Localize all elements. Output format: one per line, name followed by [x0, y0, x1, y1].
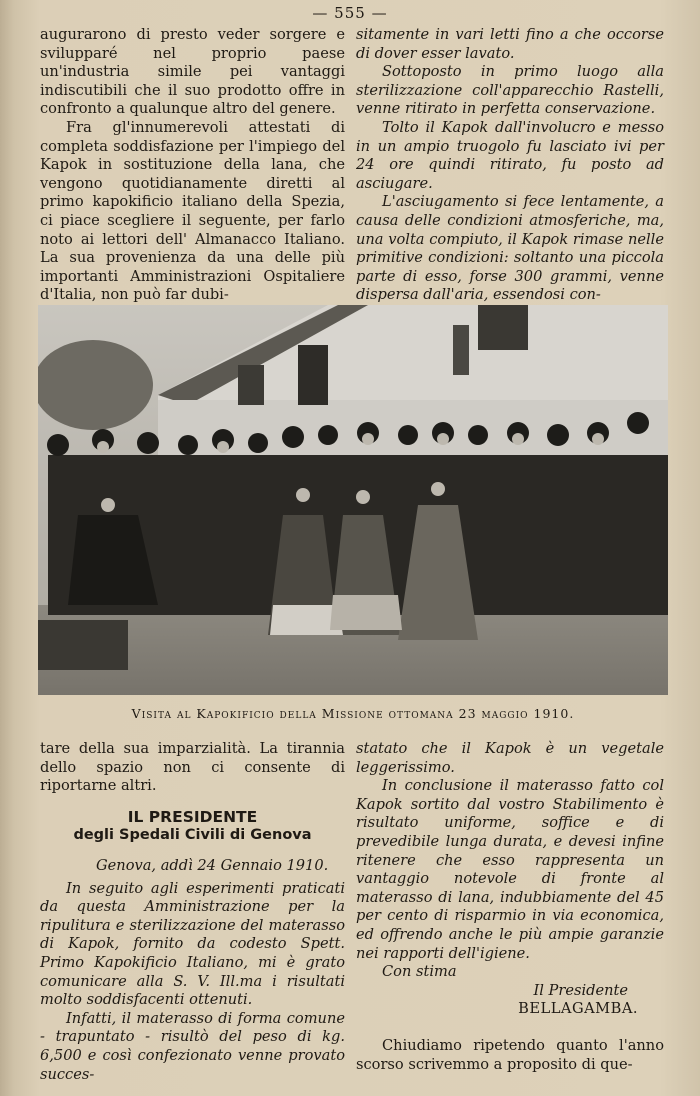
column-bottom-left — [40, 740, 345, 1084]
signature-name: BELLAGAMBA. — [518, 1000, 638, 1018]
signature-title: Il Presidente — [533, 981, 628, 999]
paragraph: Infatti, il materasso di forma comune - trapuntato - risultò del peso di kg. 6,500 e così confezionato venne provato succes- — [40, 1009, 345, 1083]
column-top-left — [40, 26, 345, 305]
letter-subheading: degli Spedali Civili di Genova — [73, 827, 312, 844]
paragraph: L'asciugamento si fece lentamente, a causa delle condizioni atmosferiche, ma, una volta compiuto, il Kapok rimase nelle primitive condizioni: soltanto una piccola parte di esso, forse 300 grammi, venne dispersa dall'aria, essendosi con- — [356, 193, 664, 304]
paragraph: Chiudiamo ripetendo quanto l'anno scorso scrivemmo a proposito di que- — [356, 1036, 664, 1073]
spacer — [356, 1019, 664, 1037]
paragraph: statato che il Kapok è un vegetale leggerissimo. — [356, 740, 664, 776]
letter-closing: Con stima — [382, 963, 457, 981]
paragraph: tare della sua imparzialità. La tirannia dello spazio non ci consente di riportarne altri. — [40, 740, 345, 795]
paragraph: In seguito agli esperimenti praticati da questa Amministrazione per la ripulitura e sterilizzazione del materasso di Kapok, fornito da codesto Spett. Primo Kapokificio Italiano, mi è grato comunicare alla S. V. Ill.ma i risultati molto soddisfacenti ottenuti. — [40, 879, 345, 1009]
paragraph: sitamente in vari letti fino a che occorse di dover esser lavato. — [356, 26, 664, 62]
photo-image — [38, 305, 668, 695]
paragraph: Fra gl'innumerevoli attestati di completa soddisfazione per l'impiego del Kapok in sostituzione della lana, che vengono quotidianamente diretti al primo kapokificio italiano della Spezia, ci piace scegliere il seguente, per farlo noto ai lettori dell' Almanacco Italiano. La sua provenienza da una delle più importanti Amministrazioni Ospitaliere d'Italia, non può far dubi- — [40, 118, 345, 304]
paragraph: In conclusione il materasso fatto col Kapok sortito dal vostro Stabilimento è risultato uniforme, soffice e di prevedibile lunga durata, e devesi infine ritenere che esso rappresenta un vantaggio notevole di fronte al materasso di lana, indubbiamente del 45 per cento di risparmio in via economica, ed offrendo anche le più ampie garanzie nei rapporti dell'igiene. — [356, 777, 664, 962]
column-top-right — [356, 26, 664, 305]
photo-caption: Visita al Kapokificio della Missione ottomana 23 maggio 1910. — [131, 706, 575, 721]
paragraph: augurarono di presto veder sorgere e svilupparé nel proprio paese un'industria simile pei vantaggi indiscutibili che il suo prodotto offre in confronto a qualunque altro del genere. — [40, 26, 345, 118]
page-number: — 555 — — [312, 4, 388, 22]
paragraph: Sottoposto in primo luogo alla sterilizzazione coll'apparecchio Rastelli, venne ritirato in perfetta conservazione. — [356, 63, 664, 118]
letter-dateline: Genova, addì 24 Gennaio 1910. — [96, 856, 329, 874]
letter-heading: IL PRESIDENTE — [127, 807, 258, 826]
group-photograph — [38, 305, 668, 695]
column-bottom-right — [356, 740, 664, 1074]
paragraph: Tolto il Kapok dall'involucro e messo in un ampio truogolo fu lasciato ivi per 24 ore quindi ritirato, fu posto ad asciugare. — [356, 118, 664, 192]
